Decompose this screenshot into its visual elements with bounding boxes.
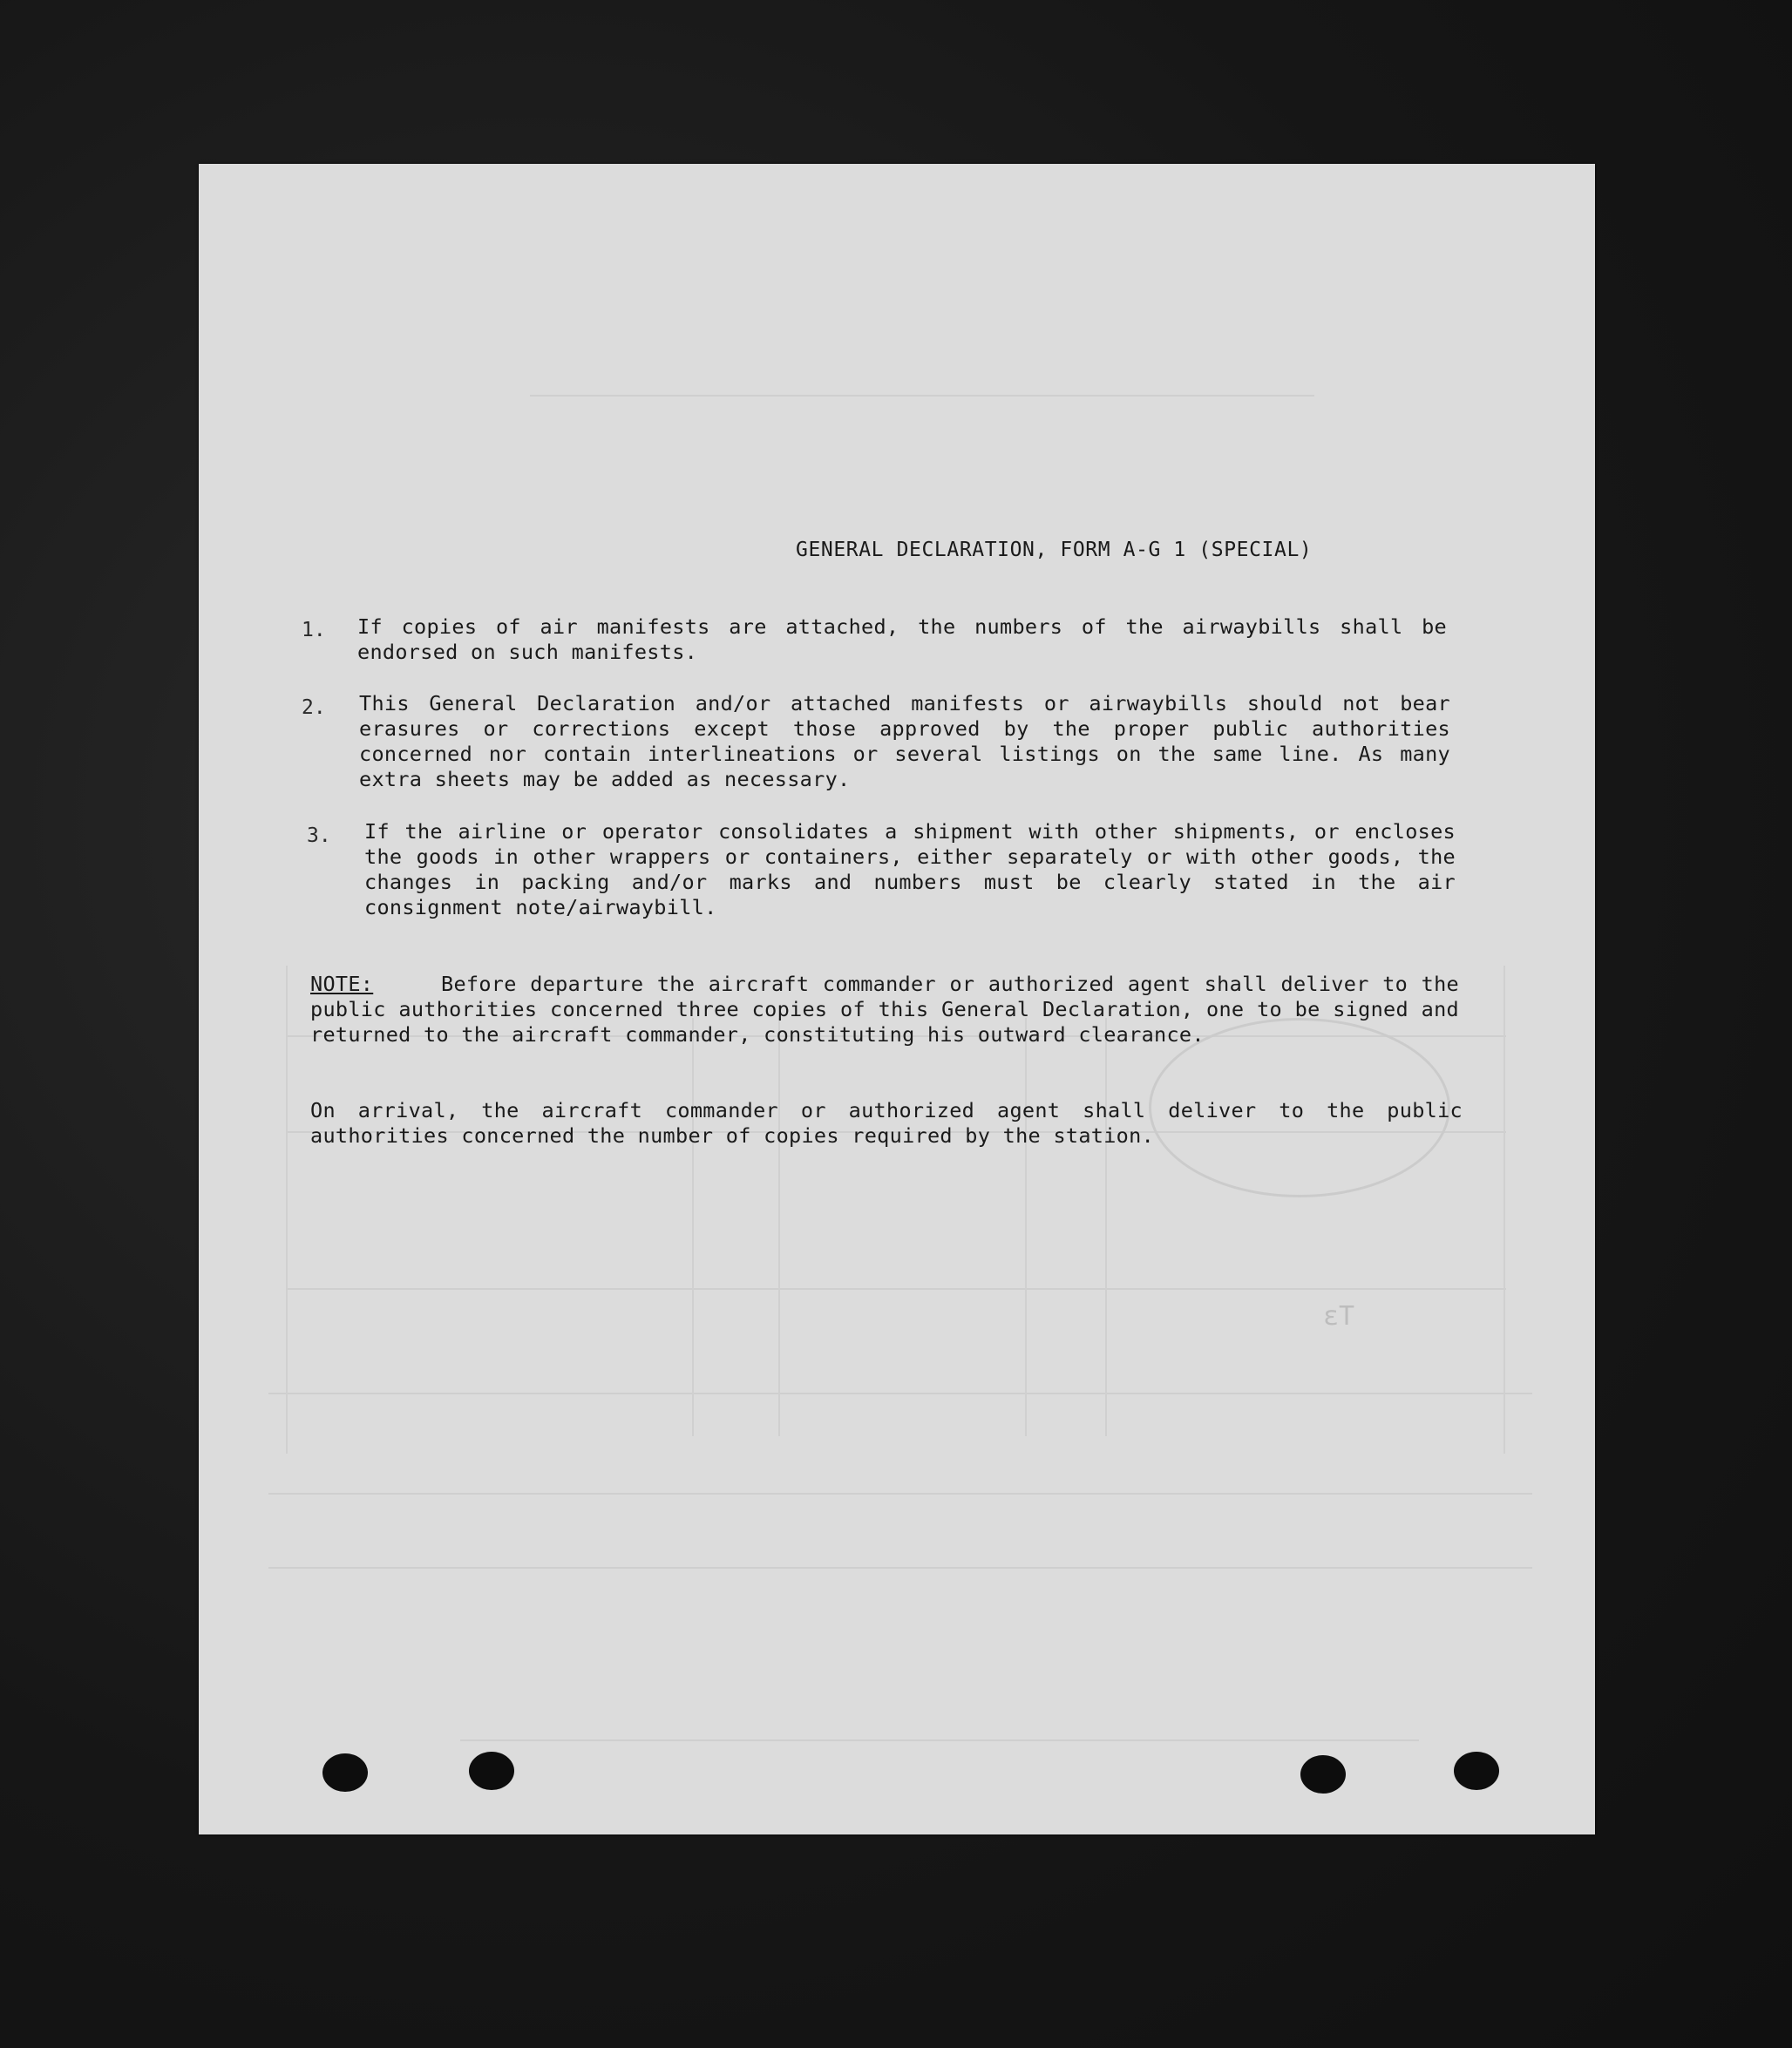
document-page: [199, 164, 1595, 1834]
note-text: Before departure the aircraft commander or authorized agent shall deliver to the public authorities concerned three copies of this General Declaration, one to be signed and returned to the aircraft commander, constituting his outward clearance.: [310, 972, 1459, 1047]
item-2-number: 2.: [302, 696, 326, 719]
arrival-text: On arrival, the aircraft commander or authorized agent shall deliver to the public authorities concerned the number of copies required by the station.: [310, 1098, 1463, 1148]
punch-hole: [322, 1753, 368, 1792]
punch-hole: [1454, 1752, 1499, 1790]
item-1-number: 1.: [302, 619, 326, 641]
item-3-number: 3.: [307, 824, 331, 847]
item-3-text: If the airline or operator consolidates a shipment with other shipments, or encloses the goods in other wrappers or containers, either separately or with other goods, the changes in packing and/or marks and numbers must be clearly stated in the air consignment note/airwaybill.: [364, 819, 1456, 919]
punch-hole: [1300, 1755, 1346, 1794]
note-block: [310, 972, 1459, 1048]
page-title: GENERAL DECLARATION, FORM A-G 1 (SPECIAL): [796, 539, 1313, 561]
item-1-text: If copies of air manifests are attached, the numbers of the airwaybills shall be endorsed on such manifests.: [357, 614, 1447, 664]
reverse-page-number: ɛT: [1323, 1301, 1355, 1332]
note-label: NOTE:: [310, 972, 374, 996]
punch-hole: [469, 1752, 514, 1790]
item-2-text: This General Declaration and/or attached manifests or airwaybills should not bear erasures or corrections except those approved by the proper public authorities concerned nor contain interlineations or several listings on the same line. As many extra sheets may be added as necessary.: [359, 691, 1450, 791]
